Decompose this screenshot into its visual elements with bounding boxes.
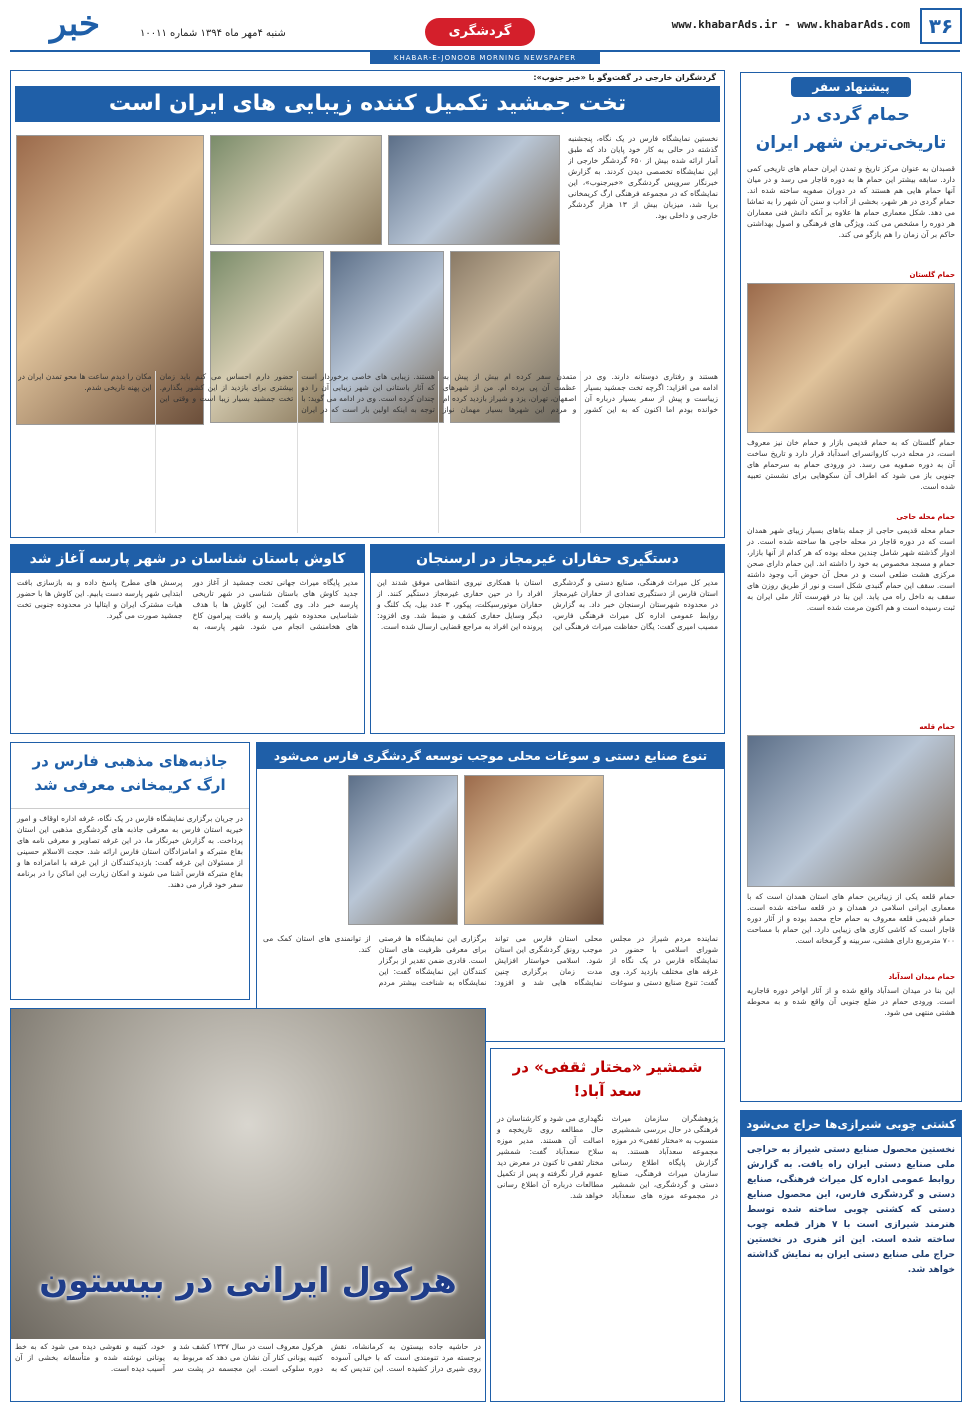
sidebar-intro: قصبدان به عنوان مرکز تاریخ و تمدن ایران حمام های تاریخی کمی دارد. سابقه بیشتر این حمام ها به دوره قاجار می رسد و در میان آنها حمام هایی هم هستند که در دوران صفویه ساخته شده اند. حمام گردی در هر شهر، بخشی از آداب و سنن آن شهر را به تماشا می دهد. شکل معماری حمام ها علاوه بر آنکه دانش فنی معماران هر دوره را مشخص می کند، ویژگی های فرهنگی و اصول بهداشتی حاکم بر آن زمان را هم بازگو می کند. <box>747 164 955 239</box>
main-title: تخت جمشید تکمیل کننده زیبایی های ایران است <box>15 86 720 122</box>
sidebar-caption-golestan: حمام گلستان <box>909 271 955 279</box>
parseh-article <box>10 544 365 734</box>
golestan-bath-photo <box>747 283 955 433</box>
tourist-photo-1 <box>388 135 560 245</box>
sidebar-caption-haji: حمام محله حاجی <box>896 513 955 521</box>
issue-info: شنبه ۴مهر ماه ۱۳۹۴ شماره ۱۰۰۱۱ <box>140 28 286 39</box>
newspaper-logo: خبر <box>49 4 101 44</box>
site-url[interactable]: www.khabarAds.ir - www.khabarAds.com <box>671 18 910 31</box>
religious-article <box>10 742 250 1000</box>
handicrafts-article <box>256 742 725 1042</box>
sidebar-text-haji: حمام محله قدیمی حاجی از جمله بناهای بسیار زیبای شهر همدان است که در دوره قاجار در محله حاجی ها ساخته شده است. در ادوار گذشته شهر شامل چندین محله بوده که هر کدام از آنها بازار، حمام و مسجد مخصوص به خود را داشته اند. این حمام دارای صحن مرکزی هشت ضلعی است و در محل آن حوض آب وجود داشته است. سقف این حمام گنبدی شکل است و نور از طریق روزن های سقف به داخل راه می یابد. این بنا در فهرست آثار ملی ایران به ثبت رسیده است و هم اکنون مرمت شده است. <box>747 526 955 612</box>
tourist-photo-2 <box>210 135 382 245</box>
religious-title: جاذبه‌های مذهبی فارس در ارگ کریمخانی معرفی شد <box>11 743 249 809</box>
handicrafts-title: تنوع صنایع دستی و سوغات محلی موجب توسعه گردشگری فارس می‌شود <box>257 743 724 769</box>
religious-text: در جریان برگزاری نمایشگاه فارس در یک نگاه، غرفه اداره اوقاف و امور خیریه استان فارس به معرفی جاذبه های گردشگری مذهبی این استان پرداخت. به گزارش خبرنگار ما، در این غرفه تصاویر و معرفی نامه های بقاع متبرکه و امامزادگان استان فارس ارائه شد. حجت الاسلام حسینی از مسئولان این غرفه گفت: بازدیدکنندگان از این غرفه با امامزاده ها و بقاع متبرکه فارس آشنا می شوند و امکان زیارت این اماکن را در برنامه سفر خود قرار می دهند. <box>17 814 243 889</box>
hercules-title: هرکول ایرانی در بیستون <box>39 1261 457 1301</box>
ghaleh-bath-photo <box>747 735 955 887</box>
handicrafts-text: نماینده مردم شیراز در مجلس شورای اسلامی با حضور در نمایشگاه فارس در یک نگاه از غرفه های مختلف بازدید کرد. وی گفت: تنوع صنایع دستی و سوغات محلی استان فارس می تواند موجب رونق گردشگری این استان شود. اسلامی خواستار افزایش مدت زمان برگزاری چنین نمایشگاه هایی شد و افزود: برگزاری این نمایشگاه ها فرصتی برای معرفی ظرفیت های استان است. قادری ضمن تقدیر از برگزار کنندگان این نمایشگاه گفت: این نمایشگاه به شناخت بیشتر مردم از توانمندی های استان کمک می کند. <box>263 934 718 987</box>
arsanjan-text: مدیر کل میراث فرهنگی، صنایع دستی و گردشگری استان فارس از دستگیری تعدادی از حفاران غیرمجاز در محدوده شهرستان ارسنجان خبر داد. به گزارش روابط عمومی اداره کل میراث فرهنگی فارس، مصیب امیری گفت: یگان حفاظت میراث فرهنگی این استان با همکاری نیروی انتظامی موفق شدند این افراد را در حین حفاری غیرمجاز دستگیر کنند. از حفاران موتورسیکلت، پیکور، ۳ عدد بیل، یک کلنگ و دیگر وسایل حفاری کشف و ضبط شد. وی افزود: پرونده این افراد به مراجع قضایی ارسال شده است. <box>377 578 718 631</box>
main-article <box>10 70 725 538</box>
sidebar-tag: پیشنهاد سفر <box>791 77 911 97</box>
parseh-text: مدیر پایگاه میراث جهانی تخت جمشید از آغاز دور جدید کاوش های باستان شناسی در شهر تاریخی پارسه خبر داد. وی گفت: این کاوش ها با هدف شناسایی محدوده شهر پارسه و بافت پیرامون کاخ های هخامنشی انجام می شود. شهر پارسه، به پرسش های مطرح پاسخ داده و به بازسازی بافت ابتدایی شهر پارسه دست یابیم. این کاوش ها با حضور هیات مشترک ایران و ایتالیا در محدوده جنوبی تخت جمشید صورت می گیرد. <box>17 578 358 631</box>
sword-text: پژوهشگران سازمان میراث فرهنگی در حال بررسی شمشیری منسوب به «مختار ثقفی» در موزه مجموعه سعدآباد هستند. به گزارش پایگاه اطلاع رسانی سازمان میراث فرهنگی، صنایع دستی و گردشگری، این شمشیر در مجموعه موزه های سعدآباد نگهداری می شود و کارشناسان در حال مطالعه روی تاریخچه و اصالت آن هستند. مدیر موزه سلاح سعدآباد گفت: شمشیر مختار ثقفی تا کنون در معرض دید عموم قرار نگرفته و پس از تکمیل مطالعات درباره آن اطلاع رسانی خواهد شد. <box>497 1114 718 1200</box>
sidebar-text-asadabad: این بنا در میدان اسدآباد واقع شده و از آثار اواخر دوره قاجاریه است. ورودی حمام در ضلع جنوبی آن واقع شده و به محوطه هشتی منتهی می شود. <box>747 986 955 1017</box>
handicrafts-photo-1 <box>464 775 604 925</box>
boat-article <box>740 1110 962 1402</box>
sidebar-column <box>740 72 962 1102</box>
hercules-article <box>10 1008 486 1402</box>
handicrafts-photo-2 <box>348 775 458 925</box>
hercules-text: در حاشیه جاده بیستون به کرمانشاه، نقش برجسته مرد تنومندی است که با خیالی آسوده روی شیری دراز کشیده است. این تندیس که به هرکول معروف است در سال ۱۳۳۷ کشف شد و کتیبه یونانی کنار آن نشان می دهد که مربوط به دوره سلوکی است. این مجسمه در پشت سر خود، کتیبه و نقوشی دیده می شود که به خط یونانی نوشته شده و متأسفانه بخشی از آن آسیب دیده است. <box>15 1342 481 1373</box>
boat-title: کشتی چوبی شیرازی‌ها حراج می‌شود <box>741 1111 961 1137</box>
sword-article <box>490 1048 725 1402</box>
sidebar-caption-asadabad: حمام میدان اسدآباد <box>888 973 955 981</box>
page-number: ۳۶ <box>920 8 962 44</box>
sword-title: شمشیر «مختار ثقفی» در سعد آباد! <box>512 1058 703 1100</box>
section-tag: گردشگری <box>425 18 535 46</box>
arsanjan-article <box>370 544 725 734</box>
masthead-strip: KHABAR-E-JONOOB MORNING NEWSPAPER <box>370 52 600 64</box>
boat-text: نخستین محصول صنایع دستی شیراز به حراجی ملی صنایع دستی ایران راه یافت. به گزارش روابط عمومی اداره کل میراث فرهنگی، صنایع دستی و گردشگری فارس، این محصول صنایع دستی که کشتی چوبی ساخته شده توسط هنرمند شیرازی است با ۷ هزار قطعه چوب ساخته شده است. این اثر هنری در نخستین حراج ملی صنایع دستی ایران به نمایش گذاشته خواهد شد. <box>747 1145 955 1275</box>
main-kicker: گردشگران خارجی در گفت‌وگو با «خبر جنوب»: <box>533 73 716 82</box>
main-body: هستند و رفتاری دوستانه دارند. وی در ادامه می افزاید: اگرچه تخت جمشید بسیار زیباست و پیش از سفر بسیار درباره آن خوانده بودم اما اکنون که به این کشور متمدن سفر کرده ام بیش از پیش به عظمت آن پی برده ام. من از شهرهای اصفهان، تهران، یزد و شیراز بازدید کرده ام و مردم این شهرها بسیار مهمان نواز هستند. زیبایی های خاصی برخوردار است که آثار باستانی این شهر زیبایی آن را دو چندان کرده است. وی در ادامه می گوید: با توجه به اینکه اولین بار است که در ایران حضور دارم احساس می کنم باید زمان بیشتری برای بازدید از این کشور بگذارم. تخت جمشید بسیار زیبا است و وقتی این مکان را دیدم ساعت ها محو تمدن ایران در این پهنه تاریخی شدم. <box>18 372 718 414</box>
sidebar-caption-ghaleh: حمام قلعه <box>919 723 955 731</box>
parseh-title: کاوش باستان شناسان در شهر پارسه آغاز شد <box>11 545 364 573</box>
sidebar-text-ghaleh: حمام قلعه یکی از زیباترین حمام های استان همدان است که با معماری ایرانی اسلامی در همدان و در قلعه ساخته شده است. حمام قدیمی قلعه معروف به حمام حاج محمد بوده و از آثار دوره قاجار است که کاشی کاری های زیبایی دارد. این حمام با مساحت ۷۰۰ مترمربع دارای هشتی، سربینه و گرمخانه است. <box>747 892 955 945</box>
arsanjan-title: دستگیری حفاران غیرمجاز در ارسنجان <box>371 545 724 573</box>
sidebar-text-golestan: حمام گلستان که به حمام قدیمی بازار و حمام خان نیز معروف است، در محله درب کاروانسرای اسدآباد قرار دارد و تاریخ ساخت آن به دوره صفویه می رسد. در ورودی حمام به سرحمام های جنوبی باز می شود که اطراف آن سکوهایی برای نشستن تعبیه شده است. <box>747 438 955 491</box>
main-lead: نخستین نمایشگاه فارس در یک نگاه، پنجشنبه گذشته در حالی به کار خود پایان داد که طبق آمار ارائه شده بیش از ۶۵۰ گردشگر خارجی از این نمایشگاه تخصصی دیدن کردند. به گزارش خبرنگار سرویس گردشگری «خبرجنوب»، این نمایشگاه که در مجموعه فرهنگی ارگ کریمخانی برپا شد، میزبان بیش از ۱۳ هزار گردشگر خارجی و داخلی بود. <box>568 134 718 220</box>
sidebar-title: حمام گردی در تاریخی‌ترین شهر ایران <box>755 105 947 153</box>
